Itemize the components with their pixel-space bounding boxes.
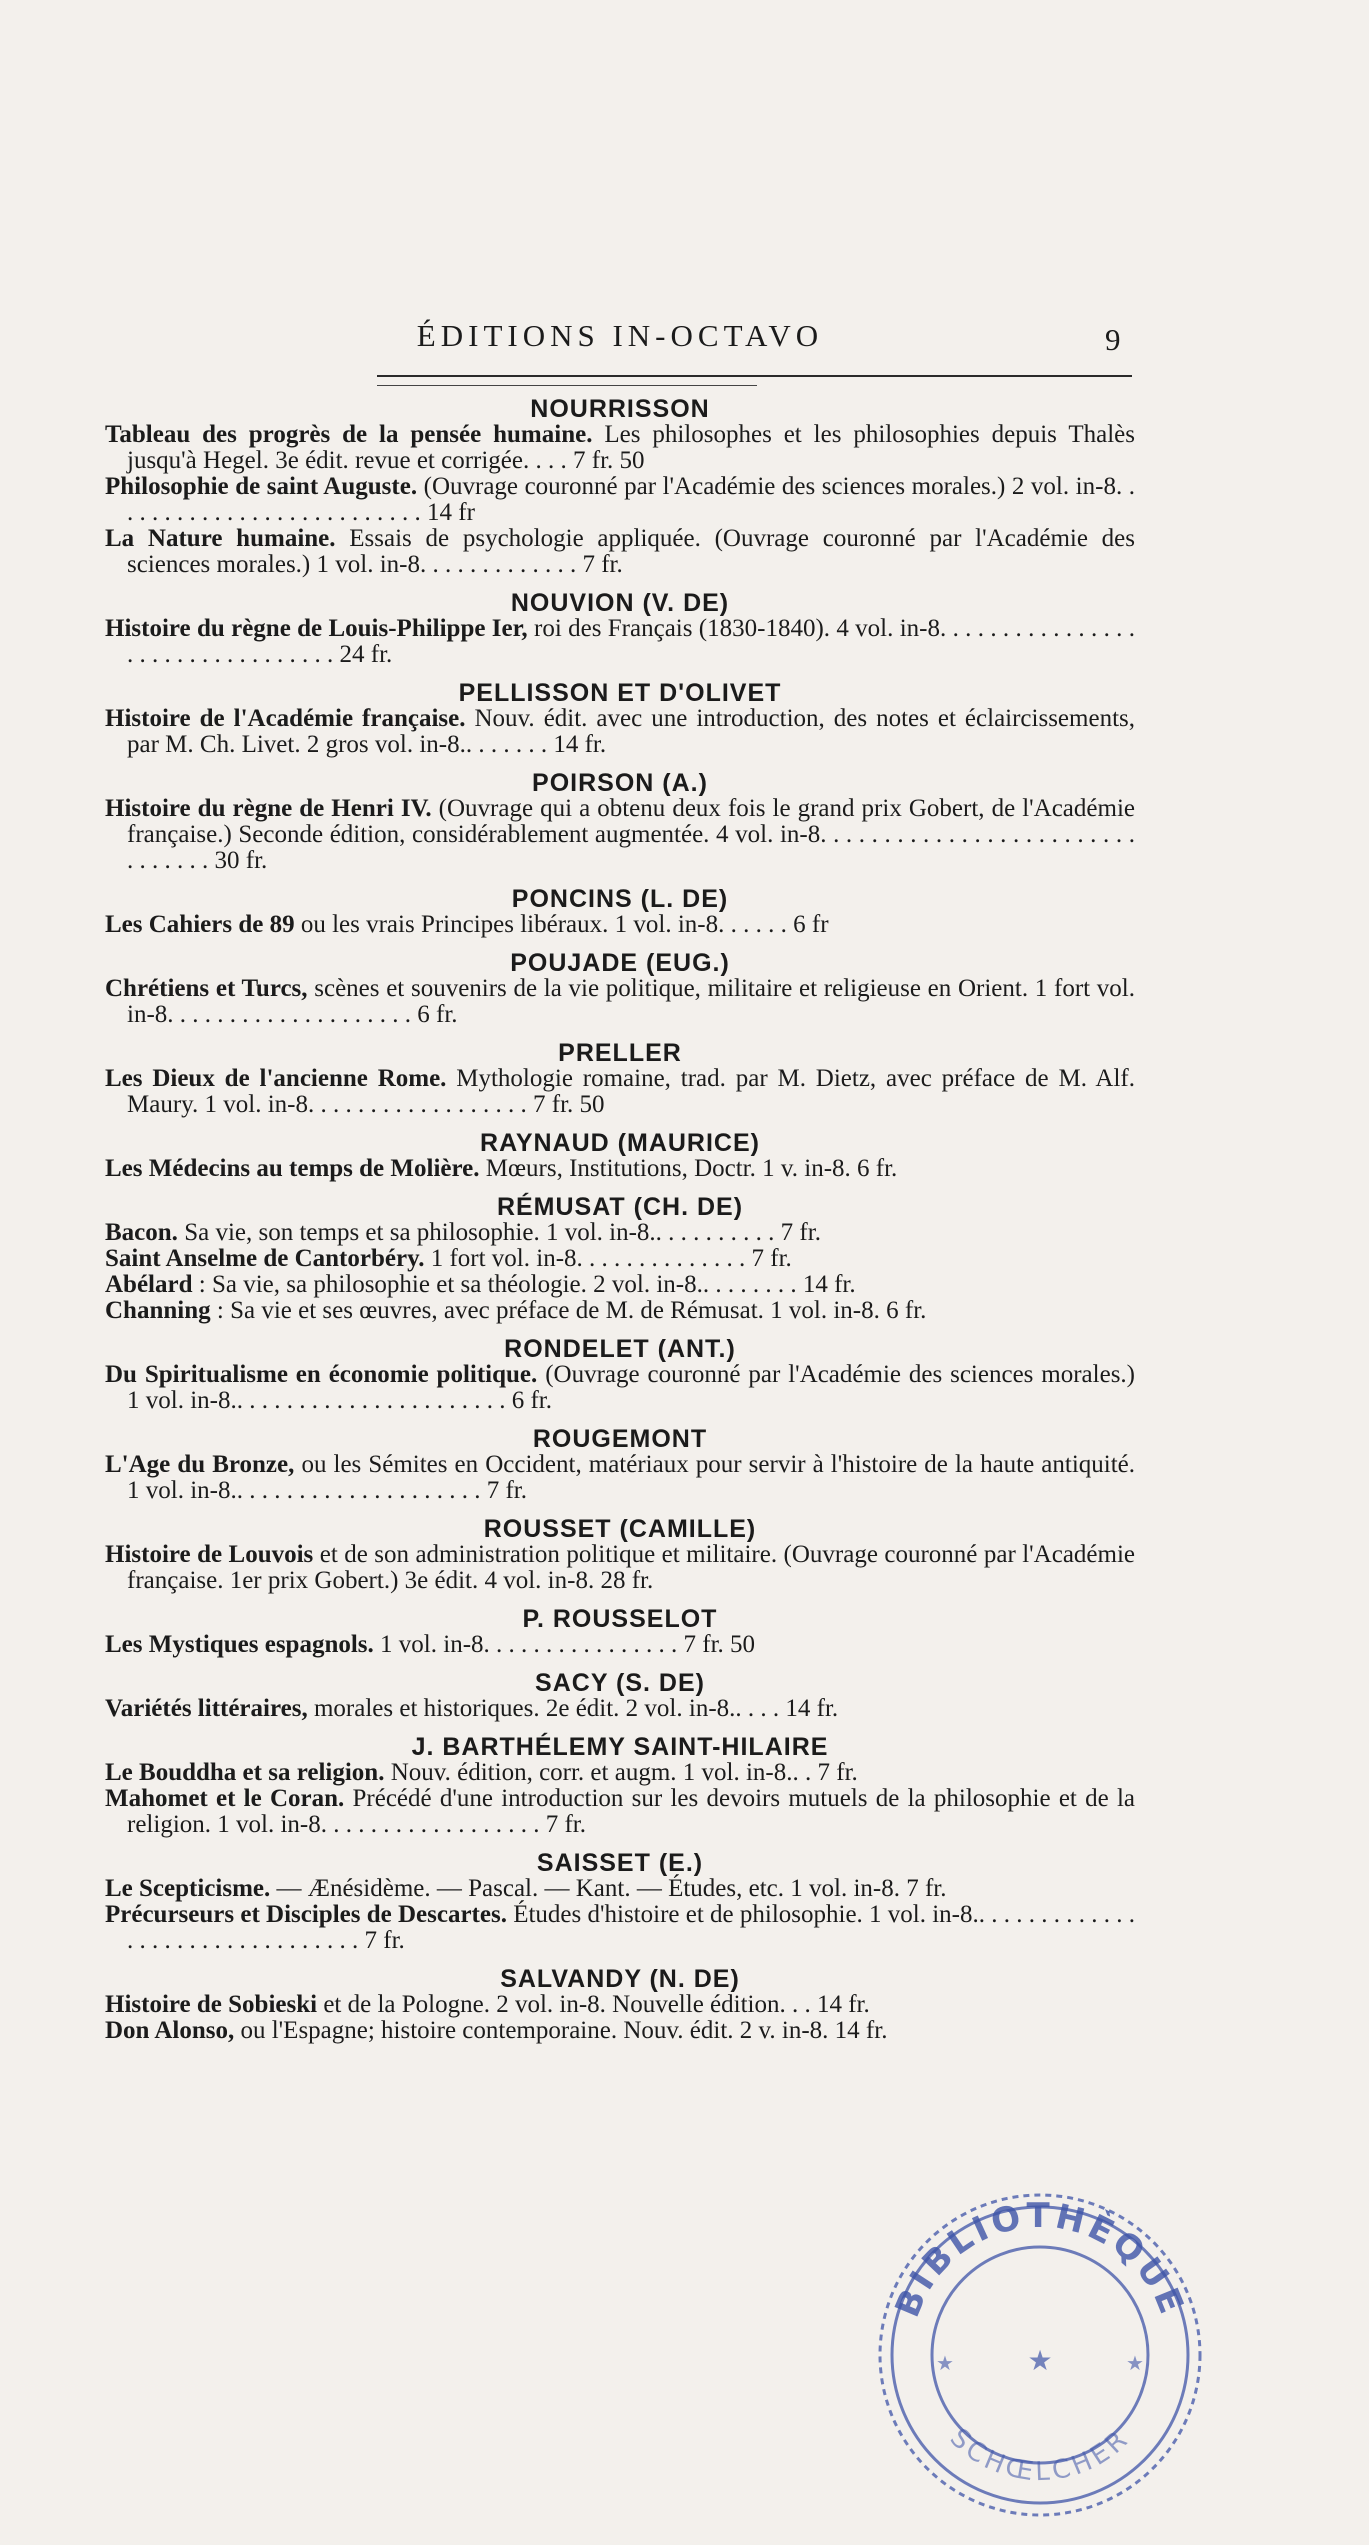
catalog-entry: [105, 1362, 1135, 1414]
author-heading: RONDELET (ANT.): [504, 1335, 736, 1363]
catalog-entry: [105, 1066, 1135, 1118]
stamp-star-icon: ★: [1027, 2344, 1053, 2377]
stamp-star-icon: ★: [1126, 2351, 1144, 2375]
book-title: Channing: [105, 1297, 211, 1324]
catalog-entry: [105, 1632, 1135, 1658]
book-title: Le Scepticisme.: [105, 1875, 271, 1902]
book-description: Les philosophes et les philosophies depuis Thalès jusqu'à Hegel. 3e édit. revue et corrigée. . . .: [127, 421, 1135, 474]
catalog-entry: [105, 1220, 1135, 1246]
book-title: Don Alonso,: [105, 2017, 235, 2044]
header-rule: [377, 375, 1132, 377]
book-title: Variétés littéraires,: [105, 1695, 308, 1722]
book-description: ou les vrais Principes libéraux. 1 vol. in-8. . . . . .: [294, 911, 794, 938]
book-title: Histoire de Sobieski: [105, 1991, 318, 2018]
book-description: 1 fort vol. in-8. . . . . . . . . . . . . .: [424, 1245, 752, 1272]
book-title: Tableau des progrès de la pensée humaine.: [105, 421, 593, 448]
book-description: et de la Pologne. 2 vol. in-8. Nouvelle édition. . .: [317, 1991, 817, 2018]
book-title: Philosophie de saint Auguste.: [105, 473, 418, 500]
book-description: Sa vie, son temps et sa philosophie. 1 vol. in-8.. . . . . . . . . .: [177, 1219, 781, 1246]
book-description: Précédé d'une introduction sur les devoirs mutuels de la philosophie et de la religion. 1 vol. in-8. . . . . . . . . . . . . . . . . .: [127, 1785, 1135, 1838]
author-heading: RAYNAUD (MAURICE): [480, 1129, 760, 1157]
catalog-entry: [105, 1696, 1135, 1722]
book-price: 14 fr.: [553, 731, 607, 758]
book-description: (Ouvrage couronné par l'Académie des sciences morales.) 2 vol. in-8. . . . . . . . . . . . . . . . . . . . . . . . . .: [127, 473, 1135, 526]
catalog-entry: [105, 1156, 1135, 1182]
book-description: 1 vol. in-8. . . . . . . . . . . . . . . .: [373, 1631, 684, 1658]
book-price: 7 fr. 50: [683, 1631, 756, 1658]
library-stamp: [850, 2165, 1230, 2545]
book-description: Essais de psychologie appliquée. (Ouvrage couronné par l'Académie des sciences morales.) 1 vol. in-8. . . . . . . . . . . . .: [127, 525, 1136, 578]
author-heading: NOUVION (V. DE): [510, 589, 730, 617]
book-title: La Nature humaine.: [105, 525, 336, 552]
book-description: : Sa vie et ses œuvres, avec préface de M. de Rémusat. 1 vol. in-8.: [210, 1297, 887, 1324]
book-description: morales et historiques. 2e édit. 2 vol. in-8.. . . .: [307, 1695, 786, 1722]
book-title: Les Cahiers de 89: [105, 911, 295, 938]
book-description: roi des Français (1830-1840). 4 vol. in-8. . . . . . . . . . . . . . . . . . . . . . . . . . . . . . . . .: [127, 615, 1135, 668]
book-price: 7 fr.: [545, 1811, 587, 1838]
book-price: 14 fr.: [816, 1991, 870, 2018]
header-rule-short: [377, 385, 757, 386]
author-heading: POUJADE (EUG.): [510, 949, 730, 977]
book-title: L'Age du Bronze,: [105, 1451, 295, 1478]
catalog-list: [105, 396, 1135, 2044]
author-heading: PONCINS (L. DE): [511, 885, 729, 913]
author-heading: J. BARTHÉLEMY SAINT-HILAIRE: [411, 1733, 829, 1761]
book-title: Histoire de l'Académie française.: [105, 705, 466, 732]
book-price: 6 fr.: [511, 1387, 552, 1414]
book-price: 6 fr.: [886, 1297, 927, 1324]
book-price: 7 fr.: [906, 1875, 947, 1902]
book-price: 7 fr.: [780, 1219, 821, 1246]
catalog-entry: [105, 706, 1135, 758]
book-price: 14 fr.: [834, 2017, 888, 2044]
author-heading: SALVANDY (N. DE): [500, 1965, 740, 1993]
author-heading: ROUSSET (CAMILLE): [483, 1515, 757, 1543]
catalog-entry: [105, 1452, 1135, 1504]
book-description: Mythologie romaine, trad. par M. Dietz, avec préface de M. Alf. Maury. 1 vol. in-8. . . . . . . . . . . . . . . . . .: [127, 1065, 1135, 1118]
book-description: et de son administration politique et militaire. (Ouvrage couronné par l'Académie française. 1er prix Gobert.) 3e édit. 4 vol. in-8.: [127, 1541, 1135, 1594]
book-price: 7 fr.: [486, 1477, 527, 1504]
book-title: Précurseurs et Disciples de Descartes.: [105, 1901, 507, 1928]
catalog-entry: [105, 1246, 1135, 1272]
book-price: 7 fr.: [751, 1245, 792, 1272]
author-heading: ROUGEMONT: [532, 1425, 708, 1453]
book-description: (Ouvrage couronné par l'Académie des sciences morales.) 1 vol. in-8.. . . . . . . . . . . . . . . . . . . . . .: [127, 1361, 1135, 1414]
catalog-entry: [105, 1902, 1135, 1954]
catalog-entry: [105, 1272, 1135, 1298]
catalog-entry: [105, 616, 1135, 668]
author-heading: NOURRISSON: [530, 395, 710, 423]
catalog-entry: [105, 912, 1135, 938]
author-heading: POIRSON (A.): [532, 769, 708, 797]
book-title: Les Mystiques espagnols.: [105, 1631, 374, 1658]
book-price: 30 fr.: [214, 847, 268, 874]
stamp-star-icon: ★: [936, 2351, 954, 2375]
stamp-text: BIBLIOTHÈQUE: [887, 2195, 1193, 2323]
stamp-lower-text: SCHŒLCHER: [944, 2422, 1137, 2488]
book-description: ou les Sémites en Occident, matériaux pour servir à l'histoire de la haute antiquité. 1 vol. in-8.. . . . . . . . . . . . . . . . . . . .: [127, 1451, 1135, 1504]
book-description: scènes et souvenirs de la vie politique, militaire et religieuse en Orient. 1 fort vol. in-8. . . . . . . . . . . . . . . . . . . .: [127, 975, 1136, 1028]
running-title: ÉDITIONS IN-OCTAVO: [416, 318, 824, 353]
book-description: Nouv. édition, corr. et augm. 1 vol. in-8.. .: [384, 1759, 818, 1786]
book-title: Histoire de Louvois: [105, 1541, 314, 1568]
book-price: 6 fr: [793, 911, 829, 938]
author-heading: SACY (S. DE): [535, 1669, 705, 1697]
book-title: Chrétiens et Turcs,: [105, 975, 308, 1002]
catalog-entry: [105, 422, 1135, 474]
book-description: (Ouvrage qui a obtenu deux fois le grand prix Gobert, de l'Académie française.) Seconde édition, considérablement augmentée. 4 vol. in-8. . . . . . . . . . . . . . . . . . . . . . . . . . . . . . . .: [127, 795, 1135, 874]
book-title: Du Spiritualisme en économie politique.: [105, 1361, 538, 1388]
page-number: 9: [1105, 322, 1121, 357]
book-price: 7 fr. 50: [533, 1091, 605, 1118]
book-description: Études d'histoire et de philosophie. 1 vol. in-8.. . . . . . . . . . . . . . . . . . . . . . . . . . . . . . . .: [127, 1901, 1136, 1954]
catalog-entry: [105, 976, 1135, 1028]
book-description: Mœurs, Institutions, Doctr. 1 v. in-8.: [479, 1155, 858, 1182]
author-heading: PELLISSON ET D'OLIVET: [458, 679, 782, 707]
book-description: : Sa vie, sa philosophie et sa théologie. 2 vol. in-8.. . . . . . . .: [192, 1271, 803, 1298]
book-title: Abélard: [105, 1271, 193, 1298]
catalog-entry: [105, 2018, 1135, 2044]
book-title: Les Dieux de l'ancienne Rome.: [105, 1065, 447, 1092]
book-title: Histoire du règne de Louis-Philippe Ier,: [105, 615, 528, 642]
book-price: 24 fr.: [339, 641, 393, 668]
author-heading: P. ROUSSELOT: [522, 1605, 718, 1633]
book-price: 7 fr.: [364, 1927, 405, 1954]
book-title: Les Médecins au temps de Molière.: [105, 1155, 480, 1182]
book-price: 6 fr.: [857, 1155, 898, 1182]
catalog-entry: [105, 526, 1135, 578]
book-title: Le Bouddha et sa religion.: [105, 1759, 385, 1786]
book-price: 28 fr.: [600, 1567, 654, 1594]
book-title: Bacon.: [105, 1219, 178, 1246]
book-title: Saint Anselme de Cantorbéry.: [105, 1245, 425, 1272]
catalog-entry: [105, 1876, 1135, 1902]
author-heading: PRELLER: [558, 1039, 682, 1067]
catalog-entry: [105, 474, 1135, 526]
catalog-entry: [105, 1786, 1135, 1838]
author-heading: SAISSET (E.): [536, 1849, 704, 1877]
catalog-entry: [105, 796, 1135, 874]
author-heading: RÉMUSAT (CH. DE): [496, 1193, 744, 1221]
catalog-entry: [105, 1992, 1135, 2018]
book-price: 14 fr: [427, 499, 475, 526]
book-description: Nouv. édit. avec une introduction, des notes et éclaircissements, par M. Ch. Livet. 2 gros vol. in-8.. . . . . . .: [127, 705, 1135, 758]
catalog-entry: [105, 1542, 1135, 1594]
book-description: ou l'Espagne; histoire contemporaine. Nouv. édit. 2 v. in-8.: [234, 2017, 835, 2044]
book-price: 7 fr.: [582, 551, 623, 578]
catalog-entry: [105, 1760, 1135, 1786]
book-price: 6 fr.: [417, 1001, 458, 1028]
book-price: 14 fr.: [785, 1695, 839, 1722]
book-price: 14 fr.: [802, 1271, 856, 1298]
book-title: Histoire du règne de Henri IV.: [105, 795, 432, 822]
book-title: Mahomet et le Coran.: [105, 1785, 345, 1812]
book-price: 7 fr.: [817, 1759, 858, 1786]
book-price: 7 fr. 50: [573, 447, 645, 474]
catalog-entry: [105, 1298, 1135, 1324]
book-description: — Ænésidème. — Pascal. — Kant. — Études, etc. 1 vol. in-8.: [270, 1875, 907, 1902]
